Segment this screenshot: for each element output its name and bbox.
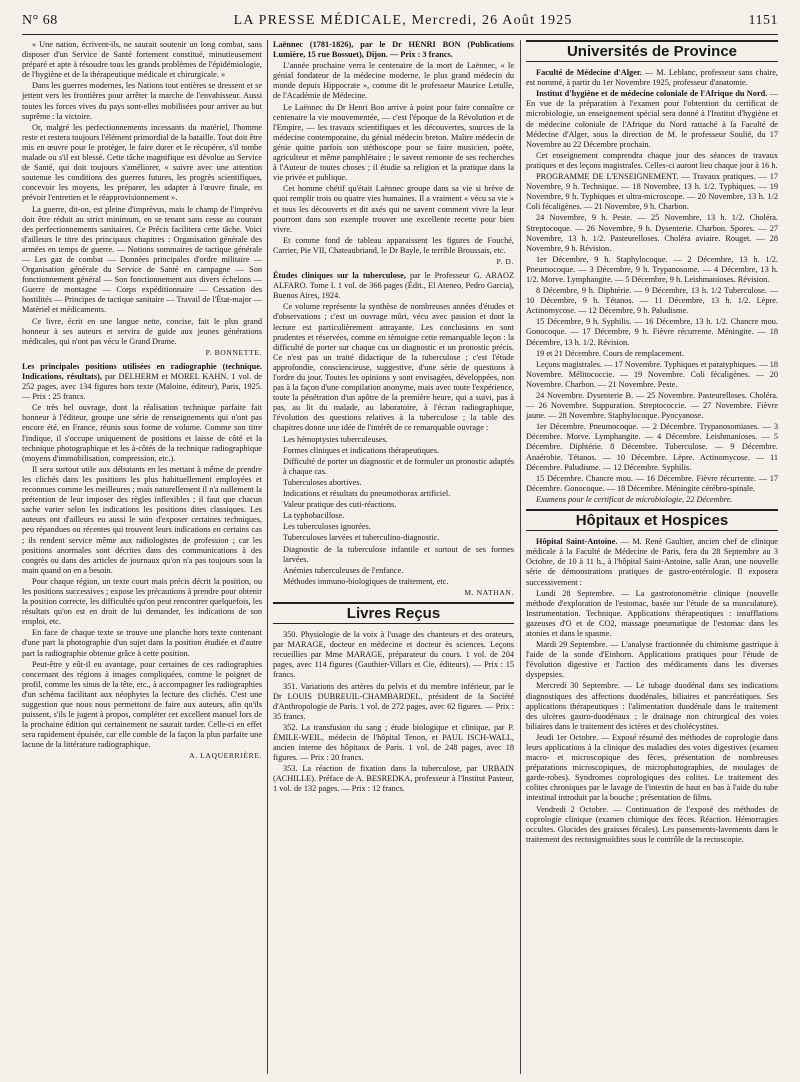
program-paragraph: PROGRAMME DE L'ENSEIGNEMENT. — Travaux pratiques. — 17 Novembre, 9 h. Technique. — 18 Novembre, 13 h. 1/2. Typhiques. — 19 Novembre, 9 h. Typhiques et ultra-microscope. — 20 Novembre, 13 h. 1/2 Coli fécaligènes. — 21 Novembre, 9 h. Charbon. [526,172,778,212]
chapter-list-item: Méthodes immuno-biologiques de traitement, etc. [283,576,449,586]
paragraph: Cet enseignement comprendra chaque jour des séances de travaux pratiques et des leçons magistrales. Celles-ci auront lieu chaque jour à 16 h. [526,150,778,170]
news-item [526,68,778,88]
signature: A. LAQUERRIÈRE. [189,751,262,761]
schedule-paragraph: Vendredi 2 Octobre. — Continuation de l'exposé des méthodes de coprologie clinique (examen chimique des fèces. Réaction. Hémorragies occultes. Glucides des graisses fécales). Les pansements-lavements dans le traitement des rectosigmoïdites sous le contrôle de la rectoscopie. [526,804,778,844]
paragraph: L'année prochaine verra le centenaire de la mort de Laënnec, « le génial fondateur de la médecine moderne, le plus grand médecin du monde depuis Hippocrate », comme dit le professeur Maurice Letulle, de l'Académie de Médecine. [273,61,514,101]
column-left [22,40,262,1076]
paragraph: Or, malgré les perfectionnements incessants du matériel, l'homme reste et restera toujours l'élément primordial de la bataille. Tout doit être mis en œuvre pour le protéger, le faire durer et le récupérer, s'il tombe malade ou s'il est blessé. Cette tâche magnifique est dévolue au Service de Santé, qui doit toujours s'améliorer, « suivre avec une attention soutenue les conditions des guerres futures, les progrès scientifiques, concevoir les moyens, les préparer, les adapter à l'œuvre finale, en prévoir l'entretien et le réapprovisionnement ». [22,122,262,203]
book-entry: 352. La transfusion du sang ; étude biologique et clinique, par P. ÉMILE-WEIL, médecin de l'hôpital Tenon, et PAUL ISCH-WALL, ancien interne des hôpitaux de Paris. 1 vol. de 248 pages, avec 18 figures. — Prix : 20 francs. [273,722,514,763]
paragraph: Ce volume représente la synthèse de nombreuses années d'études et d'observations ; c'est un ouvrage mûri, vécu avec passion et dont la lecture est particulièrement attrayante. Les conclusions en sont prudentes et réservées, comme en témoigne cette remarquable leçon : la difficulté de porter sur chaque cas un diagnostic et un pronostic précis. Ce n'est pas un traité didactique de la tuberculose ; c'est l'étude approfondie, consciencieuse, suggestive, d'une série de questions à l'ordre du jour. Toutes les opinions y sont envisagées, développées, non pas à la façon d'une compilation anonyme, mais avec toute l'expérience, toute la pénétration d'un apôtre de la première heure, qui a suivi, pas à pas, au lit du malade, au laboratoire, à l'écran radiographique, l'évolution des questions relatives à la tuberculose ; la table des chapitres donne une idée de l'intérêt de ce remarquable ouvrage : [273,302,514,433]
chapter-list-item: Les hémoptysies tuberculeuses. [283,434,388,444]
page-number: 1151 [748,13,778,28]
review-heading [273,271,514,301]
chapter-list-item: Anémies tuberculeuses de l'enfance. [283,565,404,575]
paragraph: Ce très bel ouvrage, dont la réalisation technique parfaite fait honneur à l'éditeur, groupe une série de renseignements qui n'ont pas encore été, en France, réunis sous forme de volume. Comme son titre l'indique, il s'occupe uniquement de positions et laisse de côté et la technique photographique et les à-côtés de la technique radiographique (moyens d'immobilisation, compression, etc.). [22,403,262,463]
schedule-paragraph: Mardi 29 Septembre. — L'analyse fractionnée du chimisme gastrique à l'aide de la sonde d'Einhorn. Applications pratiques pour l'étude de l'évolution digestive et l'action des médicaments dans les diverses dyspepsies. [526,640,778,680]
program-paragraph: 15 Décembre. Chancre mou. — 16 Décembre. Fièvre récurrente. — 17 Décembre. Gonocoque. — 18 Décembre. Méningite cérébro-spinale. [526,473,778,493]
signature: P. D. [496,256,514,266]
review-title: Études cliniques sur la tuberculose, [273,271,406,281]
paragraph: Pour chaque région, un texte court mais précis décrit la position, ou les positions successives ; expose les précautions à prendre pour obtenir la position correcte, les difficultés qu'on peut rencontrer quelquefois, les résultats qu'on est en droit de lui demander, les indications de son emploi, etc. [22,576,262,627]
column-rule-left [267,40,268,1074]
program-paragraph: Leçons magistrales. — 17 Novembre. Typhiques et paratyphiques. — 18 Novembre. Mélitococcie. — 19 Novembre. Coli fécaligènes. — 20 Novembre. Charbon. — 21 Novembre. Peste. [526,359,778,389]
chapter-list-item: Tuberculoses larvées et tuberculino-diagnostic. [283,533,440,543]
review-reference: par le Professeur G. ARAOZ ALFARO. Tome I. 1 vol. de 366 pages (Édit., El Ateneo, Pedro Garcia), Buenos Aires, 1924. [273,271,514,301]
book-entry: 350. Physiologie de la voix à l'usage des chanteurs et des orateurs, par MARAGE, docteur en médecine et docteur ès sciences. Leçons recueillies par Mme MARAGE, préparateur du cours. 1 vol. de 204 pages, avec 114 figures (Gauthier-Villars et Cie, éditeurs). — Prix : 15 francs. [273,630,514,680]
masthead-title: LA PRESSE MÉDICALE, Mercredi, 26 Août 1925 [233,13,573,28]
program-paragraph: Examens pour le certificat de microbiologie, 22 Décembre. [536,494,733,504]
issue-number: N° 68 [22,13,58,28]
news-item-text: — M. Leblanc, professeur sans chaire, est nommé, à partir du 1er Novembre 1925, professeur d'anatomie. [526,68,778,88]
chapter-list-item: Difficulté de porter un diagnostic et de formuler un pronostic adaptés à chaque cas. [283,456,514,476]
section-heading-hopitaux: Hôpitaux et Hospices [526,509,778,531]
news-item-text: — M. René Gaultier, ancien chef de clinique médicale à la Faculté de Médecine de Paris, fera du 28 Septembre au 3 Octobre, de 10 à 11 h., à l'hôpital Saint-Antoine, salle Aran, une nouvelle série de démonstrations pratiques de gastro-entérologie. Il exposera successivement : [526,537,778,587]
paragraph: Cet homme chétif qu'était Laënnec groupe dans sa vie si brève de quoi remplir trois ou quatre vies humaines. Il a vraiment « vécu sa vie » et tous les découverts et dit axés qui ne savent comment vivre la leur pourront dans son exemple trouver une excellente recette pour bien vivre. [273,184,514,234]
news-item [526,537,778,587]
news-item-text: — En vue de la préparation à l'examen pour l'obtention du certificat de microbiologie, un enseignement spécial sera donné à l'Institut d'hygiène et de médecine coloniale de l'Afrique du Nord rattaché à la Faculté de Médecine d'Alger, sous la direction de M. le professeur Soulié, du 17 Novembre au 22 Décembre prochain. [526,89,778,149]
book-entry: 351. Variations des artères du pelvis et du membre inférieur, par le Dr LOUIS DUBREUIL-CHAMBARDEL, président de la Société d'Anthropologie de Paris. 1 vol. de 272 pages, avec 62 figures. — Prix : 35 francs. [273,681,514,721]
section-heading-universites: Universités de Province [526,40,778,62]
paragraph: La guerre, dit-on, est pleine d'imprévus, mais le champ de l'imprévu doit être réduit au strict minimum, en se tenant sans cesse au courant des perfectionnements sanitaires. Ce Précis facilitera cette tâche. Voici d'ailleurs le titre des principaux chapitres : Organisation générale des armées en temps de guerre. — Notions sommaires de tactique générale — Les gaz de combat — Données principales d'ordre militaire — Organisation générale du Service de Santé en campagne — Son fonctionnement général — Son fonctionnement aux divers échelons — Guerre de montagne — Corps expéditionnaire — Cessation des hostilités — Principes de tactique sanitaire — Travail de l'État-major — Matériel et médicaments. [22,204,262,315]
signature: M. NATHAN. [464,587,514,597]
column-rule-right [520,40,521,1074]
paragraph: Et comme fond de tableau apparaissent les figures de Fouché, Carrier, Pie VII, Chateaubriand, le Dr Bayle, le terrible Broussais, etc. [273,235,514,255]
review-heading: Laënnec (1781-1826), par le Dr HENRI BON (Publications Lumière, 15 rue Bossuet), Dijon. — Prix : 3 francs. [273,40,514,60]
column-middle [273,40,514,1076]
section-heading-livres-recus: Livres Reçus [273,602,514,624]
paragraph: En face de chaque texte se trouve une planche hors texte contenant d'une part la photographie d'un sujet dans la position étudiée et d'autre part la radiographie obtenue grâce à cette position. [22,628,262,658]
schedule-paragraph: Lundi 28 Septembre. — La gastrotonométrie clinique (nouvelle méthode d'exploration de l'estomac, basée sur l'étude de sa musculature). Instrumentation. Technique. Applications thérapeutiques : insufflations gazeuses d'O et de CO2, massage pneumatique de l'estomac dans les atonies et dans le spasme. [526,588,778,638]
paragraph: Le Laënnec du Dr Henri Bon arrive à point pour faire connaître ce centenaire la vie mouvementée, — c'est l'époque de la Révolution et de l'Empire, — les travaux scientifiques et les découvertes, sources de la médecine contemporaine, du génial médecin breton. Maître médecin de génie quitte parfois son stéthoscope pour se faire musicien, poète, agriculteur et même pamphlétaire ; le savent remonte de ses recherches à l'Auteur de toutes choses ; il étudie sa religion et la pratique dans la vie privée et publique. [273,102,514,183]
schedule-paragraph: Mercredi 30 Septembre. — Le tubage duodénal dans ses indications diagnostiques des affections duodénales, biliaires et pancréatiques. Ses applications thérapeutiques : l'alimentation duodénale dans le traitement des ulcères gastro-duodénaux ; le drainage non chirurgical des voies biliaires dans le traitement des ictères et des cholécystites. [526,681,778,731]
book-entry: 353. La réaction de fixation dans la tuberculose, par URBAIN (ACHILLE). Préface de A. BESREDKA, professeur à l'Institut Pasteur, 1 vol. de 132 pages. — Prix : 12 francs. [273,764,514,794]
schedule-paragraph: Jeudi 1er Octobre. — Exposé résumé des méthodes de coprologie dans leurs applications à la clinique des maladies des voies digestives (examen macro- et microscopique des fèces, présentation de nombreuses préparations microscopiques, de microphotographies, de moulages de garde-robes). Syndromes coprologiques des colites. Le traitement des colites chroniques par le lavage de l'intestin de haut en bas à l'aide du tube intestinal introduit par la bouche ; présentation de films. [526,732,778,803]
chapter-list-item: Diagnostic de la tuberculose infantile et surtout de ses formes larvées. [283,544,514,564]
signature: P. BONNETTE. [205,347,262,357]
chapter-list-item: Formes cliniques et indications thérapeutiques. [283,445,439,455]
news-item-title: Institut d'hygiène et de médecine coloniale de l'Afrique du Nord. [536,89,768,99]
review-reference: par DELHERM et MOREL KAHN. 1 vol. de 252 pages, avec 134 figures hors texte (Maloine, éditeur), Paris, 1925. — Prix : 25 francs. [22,372,262,402]
news-item-title: Faculté de Médecine d'Alger. [536,68,642,78]
column-right [526,40,778,1076]
program-paragraph: 1er Décembre. Pneumocoque. — 2 Décembre. Trypanosomiases. — 3 Décembre. Morve. Lymphangite. — 4 Décembre. Leishmanioses. — 5 Décembre. Diphtérie. 8 Décembre. Tuberculose. — 9 Décembre. Anaérobie. Tétanos. — 10 Décembre. Lèpre. Actinomycose. — 11 Décembre. Paludisme. — 12 Décembre. Syphilis. [526,422,778,472]
paragraph: Ce livre, écrit en une langue nette, concise, fait le plus grand honneur à ses auteurs et servira de guide aux jeunes générations médicales, qui n'ont pas vécu le Grand Drame. [22,316,262,346]
chapter-list-item: Valeur pratique des cuti-réactions. [283,500,397,510]
chapter-list-item: Les tuberculoses ignorées. [283,522,371,532]
chapter-list-item: Tuberculoses abortives. [283,477,362,487]
page-header [22,8,778,35]
news-item-title: Hôpital Saint-Antoine. [536,537,618,547]
program-paragraph: 8 Décembre, 9 h. Diphtérie. — 9 Décembre, 13 h. 1/2 Tuberculose. — 10 Décembre, 9 h. Tétanos. — 11 Décembre, 13 h. 1/2. Lèpre. Actinomycose. — 12 Décembre, 9 h. Paludisme. [526,286,778,316]
program-paragraph: 15 Décembre, 9 h. Syphilis. — 16 Décembre, 13 h. 1/2. Chancre mou. Gonocoque. — 17 Décembre, 9 h. Fièvre récurrente. Méningite. — 18 Décembre, 13 h. 1/2. Révision. [526,317,778,347]
chapter-list-item: La typhobacillose. [283,511,345,521]
program-paragraph: 24 Novembre, 9 h. Peste. — 25 Novembre, 13 h. 1/2. Choléra. Streptocoque. — 26 Novembre, 9 h. Dysenterie. Charbon. Spores. — 27 Novembre, 13 h. 1/2. Pasteurelloses. Choléra aviaire. Rouget. — 28 Novembre, 9 h. Révision. [526,213,778,253]
paragraph: Il sera surtout utile aux débutants en les mettant à même de prendre les clichés dans les positions les plus habituellement employées et reconnues comme les meilleures ; mais naturellement il n'a nullement la prétention de leur imposer des règles inflexibles ; il faut que chacun sache varier selon les indications les positions dites classiques. Les auteurs ont d'ailleurs eu aussi le soin d'exposer certaines techniques, peu répandues ou récentes qui trouvent leurs indications en certains cas ; ils rendent service même aux radiologistes de profession ; car les positions anormales sont décrites dans des communications à des congrès ou dans des articles de journaux qu'on n'a pas toujours sous la main quand on en a besoin. [22,464,262,575]
review-heading [22,362,262,402]
review-title: Les principales positions utilisées en radiographie (technique. Indications, résultats), [22,361,262,381]
chapter-list-item: Indications et résultats du pneumothorax artificiel. [283,489,451,499]
paragraph: Dans les guerres modernes, les Nations tout entières se dressent et se jettent vers les frontières pour arrêter la marche de l'envahisseur. Aussi toutes les forces vives du pays sont-elles mobilisées pour arriver au but suprême : la victoire. [22,81,262,121]
program-paragraph: 1er Décembre, 9 h. Staphylocoque. — 2 Décembre, 13 h. 1/2. Pneumocoque. — 3 Décembre, 9 h. Trypanosome. — 4 Décembre, 13 h. 1/2. Morve. Lymphangite. — 5 Décembre, 9 h. Leishmanioses. Révision. [526,254,778,284]
program-paragraph: 19 et 21 Décembre. Cours de remplacement. [536,348,684,358]
news-item [526,89,778,150]
paragraph: Peut-être y eût-il eu avantage, pour certaines de ces radiographies concernant des régions à images compliquées, comme le poignet de profil, comme les sinus de la tête, etc., à accompagner les radiographies d'un schéma facilitant aux néophytes la lecture des clichés. C'est une suggestion que nous nous permettons de faire aux auteurs, afin qu'ils puissent, s'ils le jugent à propos, compléter cet excellent manuel lors de la prochaine édition qui certainement ne saurait tarder. Celle-ci en effet sera rapidement épuisée, car elle comble de la façon la plus parfaite une lacune de la littérature radiographique. [22,659,262,750]
program-paragraph: 24 Novembre. Dysenterie B. — 25 Novembre. Pasteurelloses. Choléra. — 26 Novembre. Suppuration. Streptococcie. — 27 Novembre. Fièvre jaune. — 28 Novembre. Staphylocoque. Pyocyanose. [526,391,778,421]
quote-paragraph: « Une nation, écrivent-ils, ne saurait soutenir un long combat, sans disposer d'un Service de Santé fortement constitué, minutieusement préparé et apte à résoudre tous les grands problèmes de l'épidémiologie, de l'hygiène et de la thérapeutique médicale et chirurgicale. » [22,40,262,80]
